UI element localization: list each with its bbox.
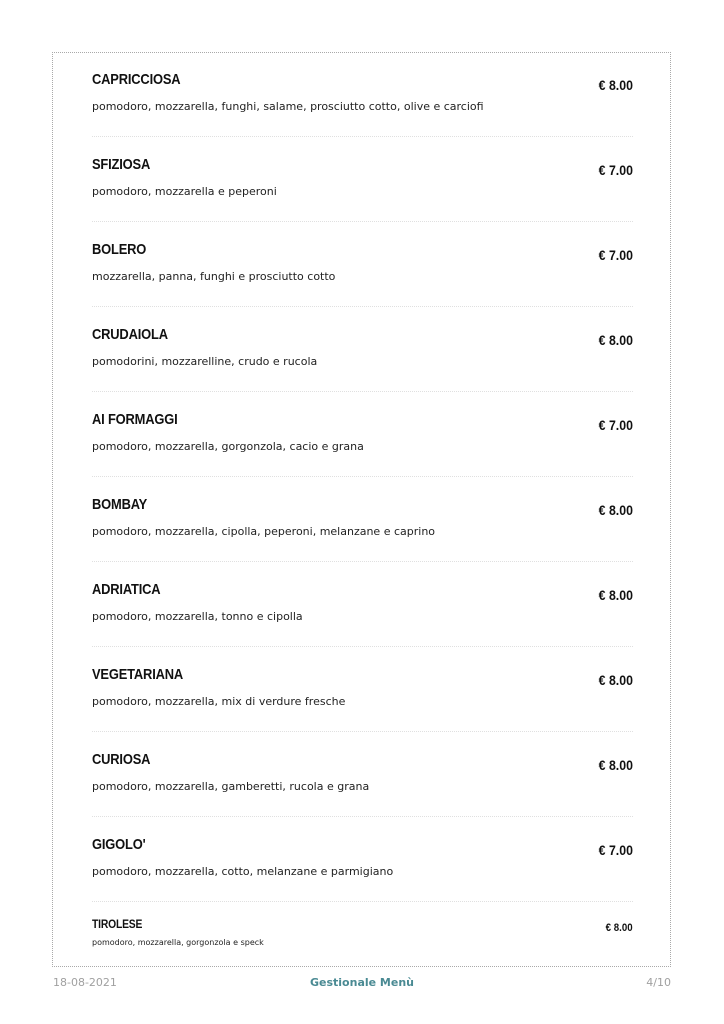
item-description: pomodoro, mozzarella, mix di verdure fresche bbox=[92, 695, 346, 708]
item-name: CRUDAIOLA bbox=[92, 326, 168, 343]
item-name: AI FORMAGGI bbox=[92, 411, 178, 428]
item-description: pomodoro, mozzarella e peperoni bbox=[92, 185, 277, 198]
item-description: pomodoro, mozzarella, gorgonzola, cacio e grana bbox=[92, 440, 364, 453]
item-name: ADRIATICA bbox=[92, 581, 161, 598]
item-name: VEGETARIANA bbox=[92, 666, 184, 683]
footer-title: Gestionale Menù bbox=[309, 976, 414, 989]
footer-page-number: 4/10 bbox=[646, 976, 671, 989]
menu-item-crudaiola bbox=[92, 307, 633, 392]
item-name: SFIZIOSA bbox=[92, 156, 151, 173]
menu-item-adriatica bbox=[92, 562, 633, 647]
menu-item-bombay bbox=[92, 477, 633, 562]
item-description: pomodoro, mozzarella, funghi, salame, prosciutto cotto, olive e carciofi bbox=[92, 100, 484, 113]
item-name: CURIOSA bbox=[92, 751, 151, 768]
item-description: pomodorini, mozzarelline, crudo e rucola bbox=[92, 355, 318, 368]
menu-item-curiosa bbox=[92, 732, 633, 817]
item-price: € 7.00 bbox=[598, 417, 633, 433]
menu-item-sfiziosa bbox=[92, 137, 633, 222]
item-price: € 8.00 bbox=[598, 587, 633, 603]
item-description: pomodoro, mozzarella, gorgonzola e speck bbox=[92, 938, 264, 947]
footer-date: 18-08-2021 bbox=[53, 976, 117, 989]
item-name: BOLERO bbox=[92, 241, 147, 258]
item-price: € 7.00 bbox=[598, 162, 633, 178]
item-description: pomodoro, mozzarella, cotto, melanzane e parmigiano bbox=[92, 865, 394, 878]
item-description: mozzarella, panna, funghi e prosciutto cotto bbox=[92, 270, 336, 283]
item-divider bbox=[92, 901, 633, 902]
menu-item-tirolese bbox=[92, 912, 633, 957]
item-price: € 8.00 bbox=[598, 502, 633, 518]
item-price: € 8.00 bbox=[598, 672, 633, 688]
menu-item-vegetariana bbox=[92, 647, 633, 732]
item-price: € 8.00 bbox=[606, 922, 633, 934]
item-name: GIGOLO' bbox=[92, 836, 146, 853]
item-name: BOMBAY bbox=[92, 496, 148, 513]
item-price: € 8.00 bbox=[598, 77, 633, 93]
menu-item-capricciosa bbox=[92, 52, 633, 137]
item-name: CAPRICCIOSA bbox=[92, 71, 181, 88]
menu-item-gigolo bbox=[92, 817, 633, 902]
menu-item-ai-formaggi bbox=[92, 392, 633, 477]
menu-item-bolero bbox=[92, 222, 633, 307]
item-price: € 7.00 bbox=[598, 247, 633, 263]
item-description: pomodoro, mozzarella, tonno e cipolla bbox=[92, 610, 303, 623]
item-price: € 8.00 bbox=[598, 757, 633, 773]
item-description: pomodoro, mozzarella, gamberetti, rucola e grana bbox=[92, 780, 370, 793]
item-price: € 7.00 bbox=[598, 842, 633, 858]
item-name: TIROLESE bbox=[92, 917, 143, 931]
item-description: pomodoro, mozzarella, cipolla, peperoni, melanzane e caprino bbox=[92, 525, 436, 538]
item-price: € 8.00 bbox=[598, 332, 633, 348]
